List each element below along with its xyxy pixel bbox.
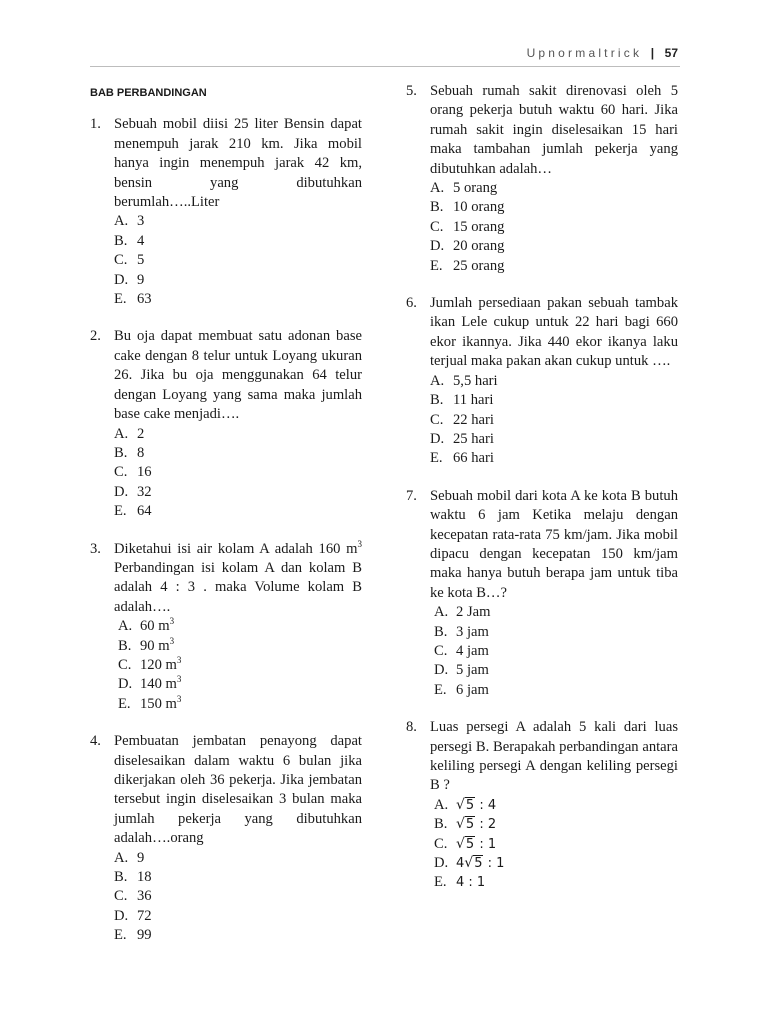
sqrt-symbol: √5 [456, 796, 475, 813]
question-4 [90, 732, 362, 945]
sqrt-symbol: √5 [464, 855, 483, 872]
options-list [90, 212, 362, 309]
option-a: A. 2 [114, 425, 145, 442]
question-number: 8. [406, 719, 417, 736]
option-e: E. 25 orang [430, 257, 505, 274]
question-5 [406, 82, 678, 276]
question-text: Pembuatan jembatan penayong dapat diselesaikan dalam waktu 6 bulan jika dikerjakan oleh 36 pekerja. Jika jembatan tersebut ingin diselesaikan 3 bulan maka jumlah pekerja yang dibutuhkan adalah….orang [114, 733, 362, 847]
header-separator: | [650, 46, 655, 60]
option-b: B. 10 orang [430, 199, 505, 216]
options-list [90, 425, 362, 522]
option-c: C. 36 [114, 888, 152, 905]
question-number: 6. [406, 295, 417, 312]
option-c: C. 16 [114, 464, 152, 481]
options-list [406, 603, 678, 700]
option-e: E. 99 [114, 927, 152, 944]
options-list [406, 179, 678, 276]
option-b: B. √5 : 2 [406, 815, 678, 834]
option-b: B. 11 hari [430, 392, 494, 409]
option-d: D. 140 $m^3$ [118, 674, 182, 693]
section-title: BAB PERBANDINGAN [90, 87, 207, 99]
question-number: 5. [406, 83, 417, 99]
header-brand: Upnormaltrick [526, 46, 643, 60]
option-d: D. 4√5 : 1 [406, 854, 678, 873]
option-c: C. 5 [114, 252, 145, 269]
question-3 [90, 540, 362, 715]
question-text: Sebuah mobil dari kota A ke kota B butuh waktu 6 jam Ketika melaju dengan kecepatan rata-rata 75 km/jam. Jika mobil dipacu dengan kecepatan 150 km/jam maka hanya butuh berapa jam untuk tiba ke kota B…? [430, 487, 678, 601]
option-c: C. 22 hari [430, 411, 494, 428]
option-c: C. 120 $m^3$ [118, 654, 182, 673]
question-text: Diketahui isi air kolam A adalah 160 $m^3$ Perbandingan isi kolam A dan kolam B adalah 4 : 3 . maka Volume kolam B adalah…. [114, 538, 362, 615]
options-list [406, 796, 678, 893]
option-e: E. 66 hari [430, 450, 494, 467]
option-d: D. 72 [114, 907, 152, 924]
option-c: C. √5 : 1 [406, 835, 678, 854]
question-text: Bu oja dapat membuat satu adonan base cake dengan 8 telur untuk Loyang ukuran 26. Jika bu oja menggunakan 64 telur dengan Loyang yang sama maka jumlah base cake menjadi…. [114, 328, 362, 423]
option-a: A. 60 $m^3$ [118, 616, 175, 635]
sqrt-symbol: √5 [456, 816, 475, 833]
question-number: 4. [90, 733, 101, 750]
header-rule [90, 66, 680, 67]
option-a: A. 9 [114, 849, 145, 866]
option-b: B. 8 [114, 444, 145, 461]
option-e: E. 63 [114, 291, 152, 308]
question-number: 2. [90, 328, 101, 345]
option-e: E. 4 : 1 [434, 874, 486, 891]
page-number: 57 [664, 46, 678, 60]
option-b: B. 90 $m^3$ [118, 635, 175, 654]
page-header [527, 46, 678, 60]
option-e: E. 64 [114, 503, 152, 520]
sqrt-symbol: √5 [456, 835, 475, 852]
question-number: 3. [90, 540, 101, 557]
option-d: D. 25 hari [430, 430, 494, 447]
option-b: B. 4 [114, 232, 145, 249]
option-a: A. √5 : 4 [406, 796, 678, 815]
left-column [90, 82, 362, 964]
option-c: C. 4 jam [434, 642, 489, 659]
options-list [90, 849, 362, 946]
option-a: A. 3 [114, 213, 145, 230]
options-list [90, 617, 362, 714]
option-d: D. 32 [114, 483, 152, 500]
option-a: A. 5 orang [430, 180, 498, 197]
question-text: Sebuah rumah sakit direnovasi oleh 5 orang pekerja butuh waktu 60 hari. Jika rumah sakit ingin diselesaikan 15 hari maka tambahan jumlah pekerja yang dibutuhkan adalah… [430, 83, 678, 177]
option-a: A. 2 Jam [434, 604, 491, 621]
options-list [406, 372, 678, 469]
right-column [406, 82, 678, 911]
question-text: Sebuah mobil diisi 25 liter Bensin dapat menempuh jarak 210 km. Jika mobil hanya ingin menempuh jarak 42 km, bensin yang dibutuhkan berumlah…..Liter [114, 116, 362, 211]
question-6 [406, 294, 678, 469]
question-number: 7. [406, 487, 417, 504]
question-text: Jumlah persediaan pakan sebuah tambak ikan Lele cukup untuk 22 hari bagi 660 ekor ikannya. Jika 440 ekor ikanya laku terjual maka pakan akan cukup untuk …. [430, 295, 678, 370]
question-8 [406, 718, 678, 893]
option-d: D. 5 jam [434, 662, 489, 679]
option-b: B. 18 [114, 869, 152, 886]
option-d: D. 9 [114, 271, 145, 288]
option-d: D. 20 orang [430, 238, 505, 255]
option-b: B. 3 jam [434, 623, 489, 640]
question-7 [406, 487, 678, 700]
question-number: 1. [90, 116, 101, 133]
question-text: Luas persegi A adalah 5 kali dari luas persegi B. Berapakah perbandingan antara keliling persegi A dengan keliling persegi B ? [430, 719, 678, 794]
question-1 [90, 115, 362, 309]
option-e: E. 150 $m^3$ [118, 693, 182, 712]
question-2 [90, 327, 362, 521]
option-a: A. 5,5 hari [430, 372, 498, 389]
option-e: E. 6 jam [434, 681, 489, 698]
option-c: C. 15 orang [430, 218, 505, 235]
